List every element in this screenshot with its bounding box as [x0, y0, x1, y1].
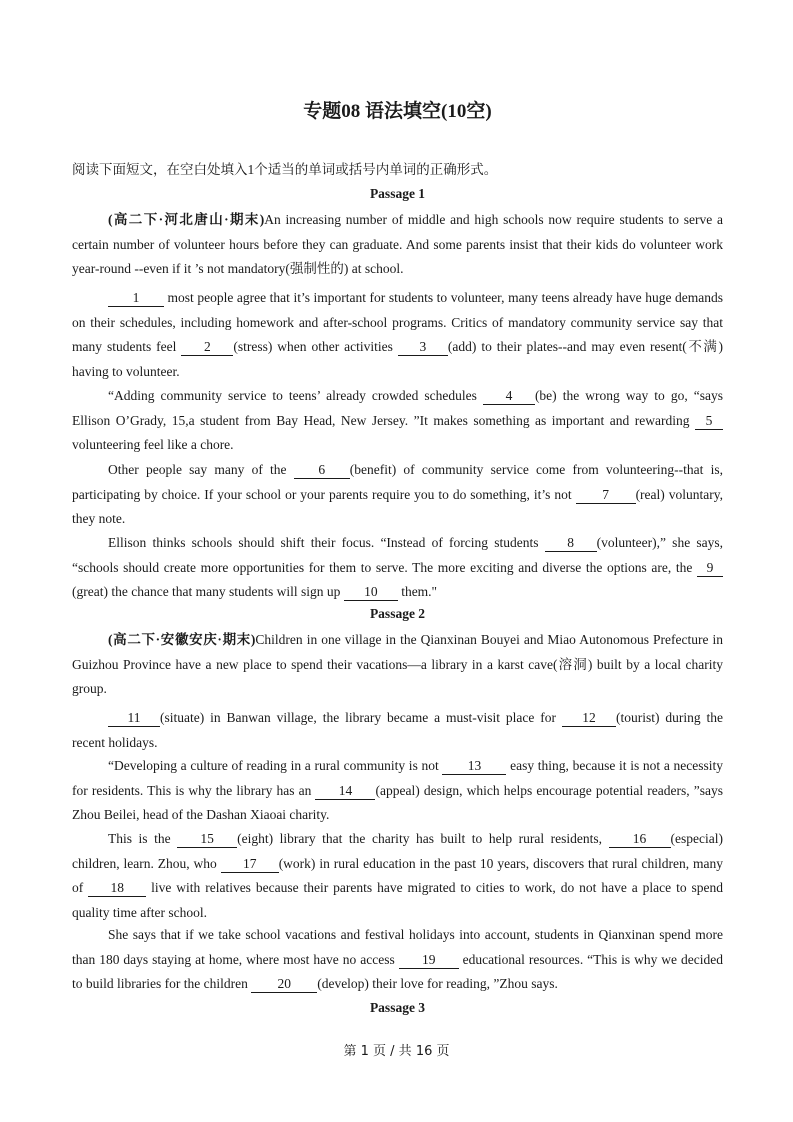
paragraph: Ellison thinks schools should shift their focus. “Instead of forcing students 8 (volunteer),” she says, “schools should create more opportunities for them to serve. The more exciting and diverse the options are, the 9(great) the chance that many students will sign up 10 them." — [72, 535, 723, 599]
blank-6[interactable]: 6 — [294, 462, 350, 479]
blank-9[interactable]: 9 — [697, 560, 723, 577]
blank-10[interactable]: 10 — [344, 584, 398, 601]
page-footer: 第 1 页 / 共 16 页 — [343, 1044, 450, 1059]
source-tag: (高二下·河北唐山·期末) — [108, 212, 265, 227]
passage-3-title: Passage 3 — [369, 1000, 426, 1015]
blank-11[interactable]: 11 — [108, 710, 160, 727]
blank-3[interactable]: 3 — [398, 339, 448, 356]
source-tag: (高二下·安徽安庆·期末) — [108, 632, 256, 647]
instruction-text: 阅读下面短文，在空白处填入1个适当的单词或括号内单词的正确形式。 — [72, 162, 498, 177]
blank-7[interactable]: 7 — [576, 487, 636, 504]
blank-17[interactable]: 17 — [221, 856, 279, 873]
blank-14[interactable]: 14 — [315, 783, 375, 800]
paragraph: She says that if we take school vacations and festival holidays into account, students in Qianxinan spend more than 180 days staying at home, where most have no access 19 educational resources. “This is why we decided to build libraries for the children 20 (develop) their love for reading, ”Zhou says. — [72, 927, 723, 991]
blank-13[interactable]: 13 — [442, 758, 506, 775]
blank-8[interactable]: 8 — [545, 535, 597, 552]
blank-19[interactable]: 19 — [399, 952, 459, 969]
paragraph: (高二下·安徽安庆·期末)Children in one village in the Qianxinan Bouyei and Miao Autonomous Prefecture in Guizhou Province have a new place to spend their vacations—a library in a karst cave(溶洞) built by a local charity group. — [72, 632, 723, 696]
passage-2-title: Passage 2 — [369, 606, 426, 621]
blank-16[interactable]: 16 — [609, 831, 671, 848]
paragraph: “Developing a culture of reading in a rural community is not 13 easy thing, because it is not a necessity for residents. This is why the library has an 14 (appeal) design, which helps encourage potential readers, ”says Zhou Beilei, head of the Dashan Xiaoai charity. — [72, 758, 723, 822]
paragraph: “Adding community service to teens’ already crowded schedules 4 (be) the wrong way to go, “says Ellison O’Grady, 15,a student from Bay Head, New Jersey. ”It makes something as important and rewarding 5 volunteering feel like a chore. — [72, 388, 723, 452]
paragraph: 1 most people agree that it’s important for students to volunteer, many teens already have huge demands on their schedules, including homework and after-school programs. Critics of mandatory community service say that many students feel 2 (stress) when other activities 3 (add) to their plates--and may even resent(不满) having to volunteer. — [72, 290, 723, 379]
passage-1-title: Passage 1 — [369, 186, 426, 201]
blank-18[interactable]: 18 — [88, 880, 146, 897]
blank-20[interactable]: 20 — [251, 976, 317, 993]
paragraph: 11 (situate) in Banwan village, the library became a must-visit place for 12 (tourist) during the recent holidays. — [72, 710, 723, 750]
blank-4[interactable]: 4 — [483, 388, 535, 405]
blank-5[interactable]: 5 — [695, 413, 723, 430]
blank-1[interactable]: 1 — [108, 290, 164, 307]
paragraph: (高二下·河北唐山·期末)An increasing number of middle and high schools now require students to serve a certain number of volunteer hours before they can graduate. And some parents insist that their kids do volunteer work year-round --even if it ’s not mandatory(强制性的) at school. — [72, 212, 723, 276]
page-title: 专题08 语法填空(10空) — [303, 101, 492, 122]
blank-15[interactable]: 15 — [177, 831, 237, 848]
paragraph: This is the 15 (eight) library that the charity has built to help rural residents, 16 (especial) children, learn. Zhou, who 17 (work) in rural education in the past 10 years, discovers that rural children, many of 18 live with relatives because their parents have migrated to cities to work, do not have a place to spend quality time after school. — [72, 831, 723, 920]
paragraph: Other people say many of the 6 (benefit) of community service come from volunteering--that is, participating by choice. If your school or your parents require you to do something, it’s not 7 (real) voluntary, they note. — [72, 462, 723, 526]
blank-12[interactable]: 12 — [562, 710, 616, 727]
blank-2[interactable]: 2 — [181, 339, 233, 356]
